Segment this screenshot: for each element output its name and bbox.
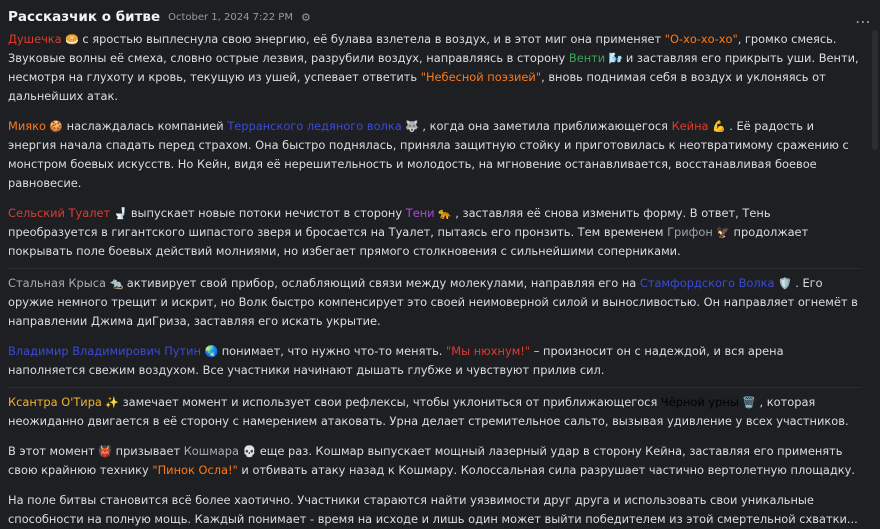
- text-segment: , заставляя её снова изменить форму. В ответ, Тень преобразуется в гигантского шипастого зверя и бросается на Туалет, пытаясь его пронзить. Тем временем: [8, 206, 771, 239]
- highlighted-name: Кошмара: [183, 444, 239, 458]
- emoji-icon: 🐺: [401, 120, 423, 133]
- text-segment: и отбивать атаку назад к Кошмару. Колоссальная сила разрушает частично вертолетную площадку.: [237, 463, 856, 477]
- highlighted-name: "Небесной поэзией": [420, 70, 542, 84]
- story-paragraph: [8, 268, 862, 331]
- highlighted-name: "Мы нюхнум!": [446, 344, 531, 358]
- emoji-icon: 🗑️: [738, 396, 760, 409]
- highlighted-name: "Пинок Осла!": [152, 463, 238, 477]
- emoji-icon: 💀: [238, 445, 260, 458]
- highlighted-name: "О-хо-хо-хо": [664, 32, 738, 46]
- text-segment: понимает, что нужно что-то менять.: [221, 344, 447, 358]
- emoji-icon: 🚽: [110, 207, 131, 220]
- scrollbar-thumb[interactable]: [872, 30, 878, 150]
- highlighted-name: Терранского ледяного волка: [227, 119, 402, 133]
- text-segment: призывает: [115, 444, 184, 458]
- emoji-icon: 👹: [98, 445, 116, 458]
- message-body: [8, 30, 862, 529]
- text-segment: , вновь поднимая себя в воздух и уклоняясь от дальнейших атак.: [8, 70, 826, 103]
- emoji-icon: 🛡️: [774, 277, 796, 290]
- emoji-icon: 🍪: [45, 120, 67, 133]
- highlighted-name: Венти: [568, 51, 606, 65]
- highlighted-name: Кейна: [671, 119, 709, 133]
- text-segment: выпускает новые потоки нечистот в сторону: [130, 206, 406, 220]
- text-segment: В этот момент: [8, 444, 99, 458]
- story-paragraph: [8, 204, 862, 261]
- highlighted-name: Мияко: [8, 119, 46, 133]
- highlighted-name: Стамфордского Волка: [639, 276, 775, 290]
- text-segment: . Её радость и энергия начала спадать перед страхом. Она быстро поднялась, приняла защитную стойку и приготовилась к неотвратимому сражению с монстром боевых искусств. Но Кейн, видя её нерешительность и молодость, на мгновение останавливается, восстанавливая боевое равновесие.: [8, 119, 849, 190]
- text-segment: активирует свой прибор, ослабляющий связи между молекулами, направляя его на: [126, 276, 640, 290]
- highlighted-name: Стальная Крыса: [8, 276, 107, 290]
- text-segment: еще раз. Кошмар выпускает мощный лазерный удар в сторону Кейна, заставляя его применять свою крайнюю технику: [8, 444, 843, 477]
- highlighted-name: Грифон: [667, 225, 713, 239]
- highlighted-name: Тени: [405, 206, 435, 220]
- story-paragraph: [8, 117, 862, 193]
- text-segment: замечает момент и использует свои рефлексы, чтобы уклониться от приближающегося: [122, 395, 661, 409]
- message-header: [8, 4, 862, 30]
- text-segment: продолжает покрывать поле боевых действий молниями, но избегает прямого столкновения с сильнейшими соперниками.: [8, 225, 809, 258]
- emoji-icon: 🥯: [61, 33, 83, 46]
- story-paragraph: [8, 30, 862, 106]
- emoji-icon: 🐆: [434, 207, 456, 220]
- text-segment: , когда она заметила приближающегося: [422, 119, 672, 133]
- author-name[interactable]: Рассказчик о битве: [8, 9, 161, 25]
- highlighted-name: Владимир Владимирович Путин: [8, 344, 202, 358]
- emoji-icon: 🦅: [712, 226, 734, 239]
- gear-icon[interactable]: ⚙: [300, 10, 311, 24]
- text-segment: и заставляя его прикрыть уши. Венти, несмотря на глухоту и кровь, текущую из ушей, успевает ответить: [8, 51, 859, 84]
- story-paragraph: [8, 491, 862, 529]
- message-timestamp[interactable]: October 1, 2024 7:22 PM: [168, 11, 293, 23]
- highlighted-name: Ксантра О'Тира: [8, 395, 102, 409]
- emoji-icon: 🌬️: [605, 52, 626, 65]
- emoji-icon: 🌏: [201, 345, 222, 358]
- story-paragraph: [8, 442, 862, 480]
- more-options-icon[interactable]: ⋯: [855, 12, 872, 31]
- text-segment: , громко смеясь. Звуковые волны её смеха, словно острые лезвия, разрубили воздух, направляясь в сторону: [8, 32, 837, 65]
- highlighted-name: Душечка: [8, 32, 62, 46]
- text-segment: наслаждалась компанией: [66, 119, 228, 133]
- text-segment: , которая неожиданно двигается в её сторону с намерением атаковать. Урна делает стремительное сальто, вызывая удивление у всех участников.: [8, 395, 849, 428]
- text-segment: – произносит он с надеждой, и вся арена наполняется свежим воздухом. Все участники начинают дышать глубже и чувствуют прилив сил.: [8, 344, 784, 377]
- emoji-icon: ✨: [101, 396, 123, 409]
- story-paragraph: [8, 342, 862, 380]
- emoji-icon: 🐀: [106, 277, 127, 290]
- text-segment: . Его оружие немного трещит и искрит, но Волк быстро компенсирует это своей неимоверной силой и выносливостью. Он направляет огнемёт в направлении Джима диГриза, заставляя его искать укрытие.: [8, 276, 858, 328]
- text-segment: с яростью выплеснула свою энергию, её булава взлетела в воздух, и в этот миг она применяет: [82, 32, 665, 46]
- emoji-icon: 💪: [708, 120, 730, 133]
- text-segment: На поле битвы становится всё более хаотично. Участники стараются найти уязвимости друг друга и использовать свои уникальные способности на полную мощь. Каждый понимает - время на исходе и лишь один может выйти победителем из этой смертельной схватки...: [8, 493, 858, 526]
- highlighted-name: Чёрной урны: [660, 395, 739, 409]
- story-paragraph: [8, 387, 862, 431]
- highlighted-name: Сельский Туалет: [8, 206, 111, 220]
